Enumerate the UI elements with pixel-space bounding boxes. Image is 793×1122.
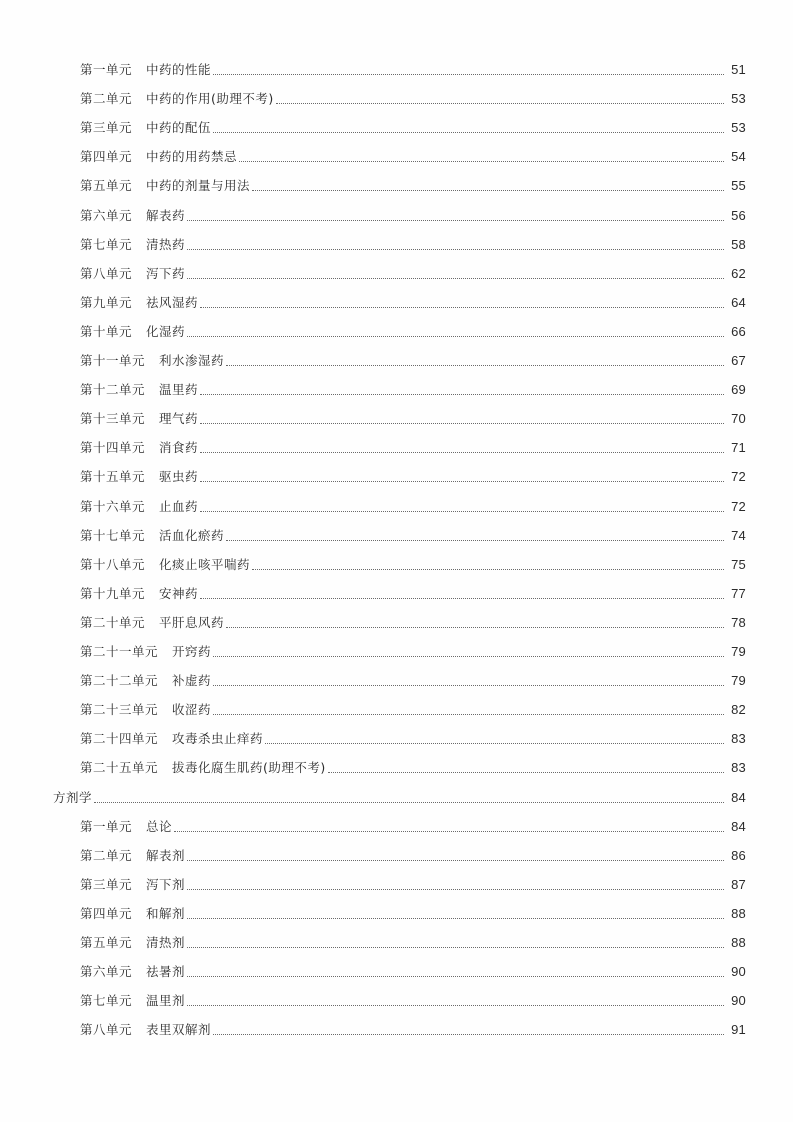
toc-entry[interactable] [80, 902, 746, 922]
toc-entry-title: 补虚药 [172, 673, 212, 689]
toc-unit-label: 第二十单元 [80, 614, 146, 630]
toc-entry[interactable] [80, 233, 746, 253]
toc-entry[interactable] [80, 1018, 746, 1038]
toc-unit-label: 第五单元 [80, 178, 133, 194]
toc-entry-title: 表里双解剂 [146, 1022, 212, 1038]
toc-page-number: 77 [731, 585, 746, 601]
toc-unit-label: 第二十三单元 [80, 702, 159, 718]
toc-entry-title: 中药的剂量与用法 [146, 178, 251, 194]
toc-dot-leader [252, 569, 724, 570]
toc-entry[interactable] [80, 262, 746, 282]
toc-dot-leader [213, 656, 724, 657]
toc-entry[interactable] [80, 58, 746, 78]
toc-entry-title: 祛暑剂 [146, 964, 186, 980]
toc-page-number: 53 [731, 120, 746, 136]
toc-dot-leader [213, 1034, 724, 1035]
toc-dot-leader [187, 889, 724, 890]
toc-entry-title: 清热药 [146, 236, 186, 252]
toc-entry-title: 清热剂 [146, 935, 186, 950]
toc-page-number: 71 [731, 440, 746, 456]
toc-dot-leader [187, 918, 724, 919]
toc-dot-leader [226, 627, 724, 628]
toc-unit-label: 第四单元 [80, 905, 133, 921]
toc-unit-label: 第十二单元 [80, 382, 146, 398]
toc-unit-label: 第七单元 [80, 993, 133, 1009]
toc-unit-label: 第十四单元 [80, 440, 146, 456]
toc-entry-title: 中药的作用(助理不考) [146, 91, 274, 107]
toc-page-number: 70 [731, 411, 746, 427]
toc-entry[interactable] [80, 349, 746, 369]
toc-entry[interactable] [80, 116, 746, 136]
toc-dot-leader [276, 103, 724, 104]
toc-unit-label: 第十三单元 [80, 411, 146, 427]
toc-page-number: 79 [731, 673, 746, 689]
toc-dot-leader [187, 1005, 724, 1006]
toc-entry[interactable] [80, 989, 746, 1009]
toc-entry[interactable] [80, 174, 746, 194]
toc-entry-title: 温里剂 [146, 993, 186, 1009]
toc-entry[interactable] [80, 436, 746, 456]
toc-unit-label: 第十一单元 [80, 353, 146, 368]
toc-unit-label: 第九单元 [80, 294, 133, 310]
toc-entry-title: 驱虫药 [159, 469, 199, 485]
toc-entry-title: 中药的用药禁忌 [146, 149, 238, 165]
toc-dot-leader [200, 452, 724, 453]
toc-entry[interactable] [80, 931, 746, 951]
toc-dot-leader [200, 598, 724, 599]
toc-dot-leader [213, 74, 724, 75]
toc-unit-label: 第七单元 [80, 236, 133, 252]
toc-dot-leader [226, 540, 724, 541]
toc-page-number: 67 [731, 353, 746, 368]
toc-page-number: 55 [731, 178, 746, 194]
toc-dot-leader [200, 394, 724, 395]
toc-unit-label: 第一单元 [80, 62, 133, 77]
toc-page-number: 51 [731, 62, 746, 77]
toc-dot-leader [200, 307, 724, 308]
toc-entry[interactable] [80, 582, 746, 602]
toc-unit-label: 第八单元 [80, 1022, 133, 1038]
toc-entry[interactable] [80, 756, 746, 776]
toc-entry[interactable] [80, 960, 746, 980]
toc-dot-leader [187, 336, 724, 337]
toc-dot-leader [200, 423, 724, 424]
toc-unit-label: 第二十四单元 [80, 731, 159, 747]
toc-page-number: 74 [731, 527, 746, 543]
toc-page-number: 83 [731, 731, 746, 747]
toc-dot-leader [174, 831, 724, 832]
toc-entry-title: 平肝息风药 [159, 614, 225, 630]
toc-unit-label: 第十五单元 [80, 469, 146, 485]
toc-entry[interactable] [80, 727, 746, 747]
toc-entry[interactable] [80, 495, 746, 515]
toc-section-title: 方剂学 [53, 789, 93, 805]
toc-entry-title: 和解剂 [146, 905, 186, 921]
toc-unit-label: 第八单元 [80, 265, 133, 281]
toc-unit-label: 第一单元 [80, 818, 133, 834]
toc-page-number: 72 [731, 498, 746, 514]
toc-page-number: 83 [731, 760, 746, 776]
toc-dot-leader [213, 132, 724, 133]
toc-dot-leader [226, 365, 724, 366]
toc-unit-label: 第五单元 [80, 935, 133, 950]
toc-page-number: 88 [731, 905, 746, 921]
toc-page-number: 54 [731, 149, 746, 165]
toc-page-number: 75 [731, 556, 746, 572]
toc-dot-leader [239, 161, 724, 162]
toc-entry[interactable] [80, 87, 746, 107]
toc-unit-label: 第二十二单元 [80, 673, 159, 689]
toc-unit-label: 第六单元 [80, 207, 133, 223]
toc-entry[interactable] [80, 378, 746, 398]
toc-dot-leader [187, 249, 724, 250]
toc-page-number: 64 [731, 294, 746, 310]
toc-unit-label: 第六单元 [80, 964, 133, 980]
toc-entry[interactable] [80, 320, 746, 340]
toc-dot-leader [187, 976, 724, 977]
toc-page-number: 79 [731, 644, 746, 659]
toc-entry-title: 化湿药 [146, 323, 186, 339]
toc-unit-label: 第十单元 [80, 323, 133, 339]
toc-dot-leader [252, 190, 724, 191]
toc-page-number: 78 [731, 614, 746, 630]
toc-entry-title: 化痰止咳平喘药 [159, 556, 251, 572]
toc-entry-title: 中药的配伍 [146, 120, 212, 136]
toc-unit-label: 第二单元 [80, 91, 133, 107]
toc-entry-title: 止血药 [159, 498, 199, 514]
toc-entry-title: 解表剂 [146, 847, 186, 863]
toc-dot-leader [187, 278, 724, 279]
toc-page-number: 82 [731, 702, 746, 718]
toc-entry-title: 泻下药 [146, 265, 186, 281]
toc-entry[interactable] [80, 844, 746, 864]
toc-dot-leader [213, 685, 724, 686]
toc-dot-leader [200, 481, 724, 482]
toc-entry-title: 活血化瘀药 [159, 527, 225, 543]
toc-entry-title: 消食药 [159, 440, 199, 456]
toc-entry-title: 理气药 [159, 411, 199, 427]
toc-page-number: 90 [731, 964, 746, 980]
toc-entry-title: 开窍药 [172, 644, 212, 659]
toc-entry[interactable] [80, 698, 746, 718]
toc-entry-title: 总论 [146, 818, 173, 834]
toc-entry[interactable] [80, 291, 746, 311]
toc-page-number: 90 [731, 993, 746, 1009]
toc-entry-title: 祛风湿药 [146, 294, 199, 310]
toc-entry-title: 温里药 [159, 382, 199, 398]
toc-entry[interactable] [80, 640, 746, 660]
toc-dot-leader [265, 743, 724, 744]
toc-unit-label: 第二十五单元 [80, 760, 159, 776]
toc-page-number: 62 [731, 265, 746, 281]
toc-entry-title: 中药的性能 [146, 62, 212, 77]
toc-page-number: 88 [731, 935, 746, 950]
toc-unit-label: 第十七单元 [80, 527, 146, 543]
toc-entry[interactable] [80, 611, 746, 631]
toc-page-number: 58 [731, 236, 746, 252]
toc-dot-leader [187, 220, 724, 221]
toc-page-number: 86 [731, 847, 746, 863]
toc-unit-label: 第三单元 [80, 876, 133, 892]
toc-entry[interactable] [80, 524, 746, 544]
toc-page-number: 72 [731, 469, 746, 485]
toc-entry[interactable] [80, 669, 746, 689]
toc-dot-leader [200, 511, 724, 512]
toc-unit-label: 第四单元 [80, 149, 133, 165]
toc-entry[interactable] [80, 815, 746, 835]
toc-page-number: 69 [731, 382, 746, 398]
toc-page-number: 84 [731, 789, 746, 805]
toc-page-number: 56 [731, 207, 746, 223]
toc-entry-title: 解表药 [146, 207, 186, 223]
toc-entry-title: 攻毒杀虫止痒药 [172, 731, 264, 747]
toc-dot-leader [213, 714, 724, 715]
toc-page-number: 87 [731, 876, 746, 892]
toc-section-row[interactable] [53, 786, 746, 806]
toc-dot-leader [187, 947, 724, 948]
toc-entry[interactable] [80, 465, 746, 485]
toc-unit-label: 第十八单元 [80, 556, 146, 572]
toc-dot-leader [328, 772, 724, 773]
toc-page-number: 53 [731, 91, 746, 107]
toc-dot-leader [187, 860, 724, 861]
toc-entry[interactable] [80, 204, 746, 224]
toc-page-number: 84 [731, 818, 746, 834]
toc-unit-label: 第十六单元 [80, 498, 146, 514]
toc-page-number: 91 [731, 1022, 746, 1038]
toc-unit-label: 第十九单元 [80, 585, 146, 601]
toc-page-number: 66 [731, 323, 746, 339]
toc-unit-label: 第二十一单元 [80, 644, 159, 659]
toc-entry-title: 收涩药 [172, 702, 212, 718]
toc-entry-title: 利水渗湿药 [159, 353, 225, 368]
toc-unit-label: 第三单元 [80, 120, 133, 136]
toc-entry-title: 拔毒化腐生肌药(助理不考) [172, 760, 326, 776]
toc-unit-label: 第二单元 [80, 847, 133, 863]
toc-entry-title: 泻下剂 [146, 876, 186, 892]
toc-entry[interactable] [80, 145, 746, 165]
toc-dot-leader [94, 802, 724, 803]
toc-entry[interactable] [80, 553, 746, 573]
toc-entry-title: 安神药 [159, 585, 199, 601]
toc-entry[interactable] [80, 407, 746, 427]
toc-entry[interactable] [80, 873, 746, 893]
